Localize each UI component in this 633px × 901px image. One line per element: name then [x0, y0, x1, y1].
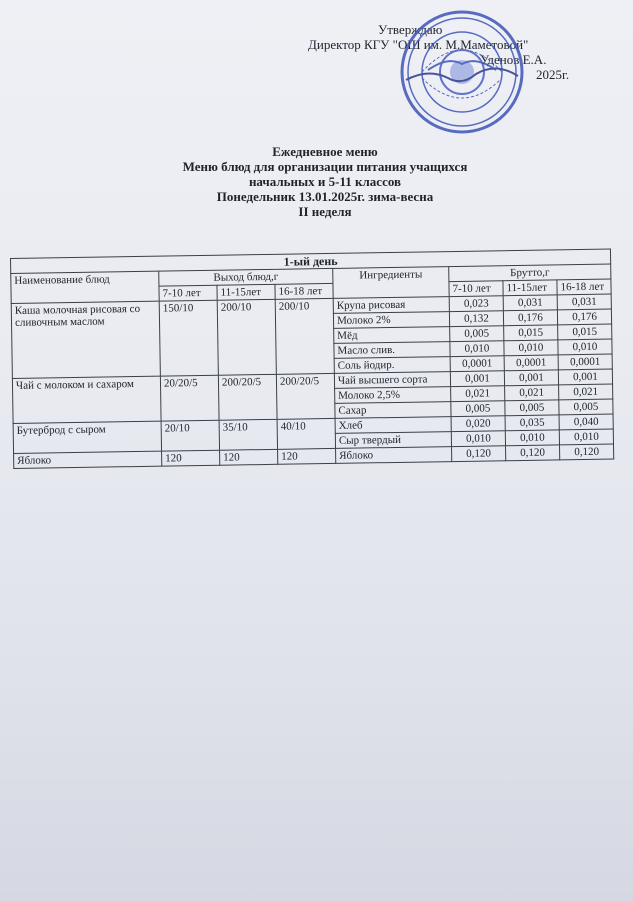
gross-7-10: 0,001 — [450, 371, 504, 387]
title-daily-menu: Ежедневное меню — [272, 144, 378, 159]
gross-16-18: 0,176 — [557, 309, 611, 325]
title-menu-description: Меню блюд для организации питания учащихся — [182, 159, 468, 174]
gross-11-15: 0,0001 — [504, 355, 558, 371]
dish-name: Бутерброд с сыром — [13, 421, 161, 453]
approval-line-date: 2025г. — [536, 67, 570, 82]
ingredient-name: Мёд — [334, 327, 450, 344]
header-ingredients: Ингредиенты — [333, 267, 449, 299]
dish-yield-16-18: 40/10 — [277, 418, 335, 449]
gross-7-10: 0,020 — [451, 416, 505, 432]
dish-yield-7-10: 150/10 — [159, 300, 218, 376]
title-classes: начальных и 5-11 классов — [248, 174, 402, 189]
gross-7-10: 0,023 — [449, 296, 503, 312]
gross-16-18: 0,001 — [558, 369, 612, 385]
approval-line-director: Директор КГУ "ОШ им. М.Маметовой" — [308, 37, 529, 52]
ingredient-name: Сыр твердый — [335, 432, 451, 449]
menu-table — [10, 249, 614, 469]
gross-7-10: 0,132 — [449, 311, 503, 327]
gross-16-18: 0,0001 — [558, 354, 612, 370]
gross-16-18: 0,010 — [558, 339, 612, 355]
gross-7-10: 0,120 — [452, 446, 506, 462]
gross-16-18: 0,010 — [559, 429, 613, 445]
dish-yield-11-15: 200/20/5 — [218, 374, 277, 420]
dish-yield-16-18: 120 — [278, 448, 336, 464]
gross-16-18: 0,120 — [560, 444, 614, 460]
gross-11-15: 0,035 — [505, 415, 559, 431]
title-date: Понедельник 13.01.2025г. зима-весна — [216, 189, 434, 204]
gross-16-18: 0,040 — [559, 414, 613, 430]
dish-yield-16-18: 200/10 — [275, 298, 334, 374]
round-seal-stamp-icon — [398, 8, 526, 136]
approval-line-signature-name: Уденов Е.А. — [480, 52, 547, 67]
gross-7-10: 0,021 — [451, 386, 505, 402]
gross-16-18: 0,005 — [559, 399, 613, 415]
gross-16-18: 0,031 — [557, 294, 611, 310]
dish-name: Яблоко — [14, 451, 162, 468]
dish-yield-7-10: 20/10 — [161, 420, 219, 451]
gross-11-15: 0,015 — [504, 325, 558, 341]
header-gross: Брутто,г — [449, 264, 611, 282]
gross-11-15: 0,010 — [504, 340, 558, 356]
dish-yield-11-15: 200/10 — [217, 299, 276, 375]
header-gross-age-16-18: 16-18 лет — [557, 279, 611, 295]
ingredient-name: Яблоко — [336, 447, 452, 464]
ingredient-name: Масло слив. — [334, 342, 450, 359]
ingredient-name: Хлеб — [335, 417, 451, 434]
header-dish-name: Наименование блюд — [11, 271, 159, 303]
header-yield: Выход блюд,г — [159, 268, 333, 286]
header-gross-age-11-15: 11-15лет — [503, 280, 557, 296]
ingredient-name: Молоко 2,5% — [335, 387, 451, 404]
dish-yield-7-10: 120 — [162, 450, 220, 466]
gross-11-15: 0,120 — [506, 445, 560, 461]
dish-name: Чай с молоком и сахаром — [12, 376, 161, 423]
dish-yield-7-10: 20/20/5 — [160, 375, 219, 421]
day-label: 1-ый день — [11, 249, 611, 273]
gross-16-18: 0,015 — [558, 324, 612, 340]
ingredient-name: Сахар — [335, 402, 451, 419]
header-yield-age-16-18: 16-18 лет — [275, 283, 333, 299]
gross-11-15: 0,176 — [503, 310, 557, 326]
ingredient-name: Молоко 2% — [333, 312, 449, 329]
header-gross-age-7-10: 7-10 лет — [449, 281, 503, 297]
gross-11-15: 0,010 — [505, 430, 559, 446]
gross-7-10: 0,010 — [450, 341, 504, 357]
ingredient-name: Крупа рисовая — [333, 297, 449, 314]
dish-yield-11-15: 120 — [220, 449, 278, 465]
gross-7-10: 0,005 — [451, 401, 505, 417]
gross-11-15: 0,021 — [505, 385, 559, 401]
document-title-block — [140, 144, 510, 219]
gross-11-15: 0,001 — [504, 370, 558, 386]
dish-yield-11-15: 35/10 — [219, 419, 277, 450]
gross-11-15: 0,005 — [505, 400, 559, 416]
dish-yield-16-18: 200/20/5 — [276, 373, 335, 419]
title-week: II неделя — [298, 204, 352, 219]
gross-11-15: 0,031 — [503, 295, 557, 311]
gross-16-18: 0,021 — [559, 384, 613, 400]
approval-line-approve: Утверждаю — [378, 22, 443, 37]
gross-7-10: 0,005 — [450, 326, 504, 342]
gross-7-10: 0,010 — [451, 431, 505, 447]
header-yield-age-11-15: 11-15лет — [217, 284, 275, 300]
ingredient-name: Соль йодир. — [334, 357, 450, 374]
ingredient-name: Чай высшего сорта — [334, 372, 450, 389]
dish-name: Каша молочная рисовая со сливочным маслом — [11, 301, 160, 378]
gross-7-10: 0,0001 — [450, 356, 504, 372]
header-yield-age-7-10: 7-10 лет — [159, 285, 217, 301]
